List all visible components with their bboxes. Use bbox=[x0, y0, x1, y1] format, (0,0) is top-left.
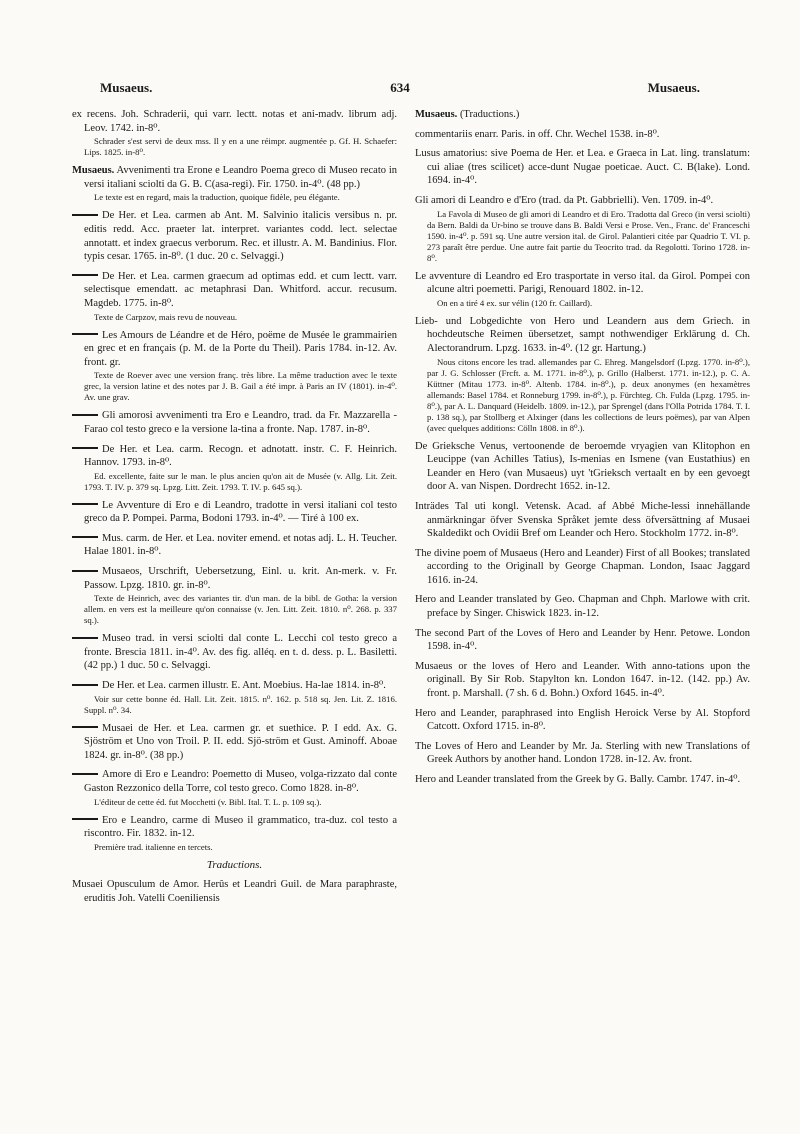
entry-body: De Her. et Lea. carm. Recogn. et adnotatt. instr. C. F. Heinrich. Hannov. 1793. in-8⁰. bbox=[84, 443, 397, 469]
ditto-dash bbox=[72, 274, 98, 276]
bibliography-entry bbox=[72, 409, 397, 436]
entry-note: Texte de Roever avec une version franç. très libre. La même traduction avec le texte grec, la version latine et des notes par J. B. Gail a été impr. à Paris an IV (1801). in-4⁰. Av. une grav. bbox=[84, 370, 397, 403]
running-header bbox=[100, 80, 700, 98]
header-left-title: Musaeus. bbox=[100, 80, 153, 95]
entry-note: La Favola di Museo de gli amori di Leandro et di Ero. Tradotta dal Greco (in versi sciolti) da Bern. Baldi da Ur-bino se trouve dans B. Baldi Versi e Prose. Ven., Franc. de' Franceschi 1590. in-4⁰. p. 591 sq. Une autre version ital. de Girol. Palantieri citée par Quadrio T. VI. p. 273 paraît être perdue. Une autre fait partie du Teocrito trad. da Regolotti. Torino 1728. in-8⁰. bbox=[427, 208, 750, 263]
bibliography-entry bbox=[415, 660, 750, 701]
entry-body: Amore di Ero e Leandro: Poemetto di Museo, volga-rizzato dal conte Gaston Rezzonico della Torre, col testo greco. Como 1828. in-8⁰. bbox=[84, 769, 397, 794]
ditto-dash bbox=[72, 773, 98, 775]
entry-text bbox=[415, 707, 750, 734]
entry-text bbox=[84, 768, 397, 795]
entry-body: Musaei de Her. et Lea. carmen gr. et suethice. P. I edd. Ax. G. Sjöström et Uno von Troil. P. II. edd. Sjö-ström et Gust. Aminoff. Aboae 1824. gr. in-8⁰. (38 pp.) bbox=[84, 722, 397, 761]
entry-note: Schrader s'est servi de deux mss. Il y en a une réimpr. augmentée p. Gf. H. Schaefer: Lips. 1825. in-8⁰. bbox=[84, 136, 397, 158]
entry-text bbox=[84, 632, 397, 673]
entry-text bbox=[84, 409, 397, 436]
entry-body: The Loves of Hero and Leander by Mr. Ja. Sterling with new Translations of Greek Authors by another hand. London 1728. in-12. Av. front. bbox=[415, 740, 750, 766]
entry-text bbox=[84, 679, 397, 693]
bibliography-entry bbox=[415, 270, 750, 309]
ditto-dash bbox=[72, 447, 98, 449]
section-heading: Traductions. bbox=[206, 858, 263, 871]
entry-body: ex recens. Joh. Schraderii, qui varr. lectt. notas et ani-madv. librum adj. Leov. 1742. in-8⁰. bbox=[72, 109, 397, 134]
ditto-dash bbox=[72, 214, 98, 216]
entry-body: Les Amours de Léandre et de Héro, poëme de Musée le grammairien en grec et en français (p. M. de la Porte du Theil). Paris 1784. in-12. Av. front. gr. bbox=[84, 329, 397, 368]
entry-note: Texte de Heinrich, avec des variantes tir. d'un man. de la bibl. de Gotha: la version allem. en vers est la meilleure qu'on connaisse (v. Jen. Litt. Zeit. 1810. n⁰. 268. p. 337 sq.). bbox=[84, 593, 397, 626]
entry-text bbox=[415, 440, 750, 494]
entry-note: Le texte est en regard, mais la traduction, quoique fidèle, peu élégante. bbox=[94, 192, 340, 203]
ditto-dash bbox=[72, 726, 98, 728]
bibliography-entry bbox=[415, 315, 750, 434]
entry-text bbox=[415, 593, 750, 620]
entry-note: Ed. excellente, faite sur le man. le plus ancien qu'on ait de Musée (v. Allg. Lit. Zeit. 1793. T. IV. p. 379 sq. Lpzg. Litt. Zeit. 1793. T. IV. p. 645 sq.). bbox=[84, 470, 397, 492]
entry-text bbox=[72, 164, 397, 191]
entry-text bbox=[415, 108, 750, 122]
header-right-title: Musaeus. bbox=[647, 80, 700, 95]
entry-text bbox=[84, 270, 397, 311]
entry-note: Voir sur cette bonne éd. Hall. Lit. Zeit. 1815. n⁰. 162. p. 518 sq. Jen. Lit. Z. 1816. Suppl. n⁰. 34. bbox=[84, 693, 397, 715]
bibliography-entry bbox=[415, 108, 750, 122]
entry-title: Musaeus. bbox=[72, 165, 115, 177]
entry-body: De Her. et Lea. carmen ab Ant. M. Salvinio italicis versibus n. pr. editis redd. Acc. praeter lat. interpret. variantes codd. lect. selectae annotatt. et index graecus verborum. Rec. et illustr. A. M. Bandinius. Flor. typis cesar. 1765. in-8⁰. (1 duc. 20 c. Selvaggi.) bbox=[84, 210, 397, 263]
bibliography-entry bbox=[415, 440, 750, 494]
ditto-dash bbox=[72, 503, 98, 505]
bibliography-entry bbox=[415, 500, 750, 541]
entry-body: Hero and Leander translated from the Greek by G. Bally. Cambr. 1747. in-4⁰. bbox=[415, 774, 741, 785]
bibliography-entry bbox=[72, 443, 397, 493]
entry-text bbox=[84, 499, 397, 526]
entry-note: Première trad. italienne en tercets. bbox=[94, 841, 213, 852]
bibliography-entry bbox=[72, 768, 397, 807]
bibliography-entry bbox=[415, 773, 750, 787]
entry-text bbox=[415, 547, 750, 588]
entry-body: De Grieksche Venus, vertoonende de beroemde vryagien van Klitophon en Leucippe (van Achilles Tatius), Is-menias en Ismene (van Eustathius) en Leander en Hero (van Musaeus) uyt 'tGrieksch vertaalt en by een gevoegt door A. van Nispen. Dordrecht 1652. in-12. bbox=[415, 440, 750, 493]
entry-text bbox=[84, 722, 397, 763]
ditto-dash bbox=[72, 570, 98, 572]
entry-text bbox=[415, 194, 750, 208]
ditto-dash bbox=[72, 333, 98, 335]
ditto-dash bbox=[72, 414, 98, 416]
entry-body: Lusus amatorius: sive Poema de Her. et Lea. e Graeca in Lat. ling. translatum: cui aliae (tres scilicet) acce-dunt Nugae poeticae. Auct. C. B(lake). Lond. 1694. in-4⁰. bbox=[415, 148, 750, 187]
closing-entry: Musaei Opusculum de Amor. Herûs et Leandri Guil. de Mara paraphraste, eruditis Joh. Vatelli Coeniliensis bbox=[72, 879, 397, 904]
entry-text bbox=[415, 500, 750, 541]
bibliography-entry bbox=[72, 814, 397, 853]
entry-text bbox=[415, 660, 750, 701]
entry-body: Ero e Leandro, carme di Museo il grammatico, tra-duz. col testo a riscontro. Fir. 1832. in-12. bbox=[84, 814, 397, 840]
entry-body: The divine poem of Musaeus (Hero and Leander) First of all Bookes; translated according to the Originall by George Chapman. London, Isaac Jaggard 1616. in-24. bbox=[415, 547, 750, 586]
entry-body: Gli amori di Leandro e d'Ero (trad. da Pt. Gabbrielli). Ven. 1709. in-4⁰. bbox=[415, 194, 714, 206]
bibliography-entry bbox=[415, 128, 750, 142]
entry-text bbox=[415, 315, 750, 356]
bibliography-entry bbox=[72, 565, 397, 626]
bibliography-entry bbox=[72, 329, 397, 404]
entry-text bbox=[415, 740, 750, 767]
entry-text bbox=[72, 108, 397, 135]
bibliography-entry bbox=[72, 499, 397, 526]
ditto-dash bbox=[72, 684, 98, 686]
entry-body: De Her. et Lea. carmen graecum ad optimas edd. et cum lectt. varr. selectisque emendatt. ac metaphrasi Dan. Whitford. accur. recusum. Magdeb. 1775. in-8⁰. bbox=[84, 270, 397, 309]
entry-text bbox=[84, 814, 397, 841]
entry-text bbox=[415, 627, 750, 654]
entry-body: commentariis enarr. Paris. in off. Chr. Wechel 1538. in-8⁰. bbox=[415, 128, 660, 140]
bibliography-entry bbox=[415, 147, 750, 188]
left-column bbox=[72, 108, 397, 912]
bibliography-entry bbox=[415, 707, 750, 734]
bibliography-entry bbox=[415, 740, 750, 767]
entry-body: Hero and Leander translated by Geo. Chapman and Chph. Marlowe with crit. preface by Singer. Chiswick 1823. in-12. bbox=[415, 594, 750, 620]
entry-body: Hero and Leander, paraphrased into English Heroick Verse by Al. Stopford Catcott. Oxford 1715. in-8⁰. bbox=[415, 707, 750, 733]
entry-body: Gli amorosi avvenimenti tra Ero e Leandro, trad. da Fr. Mazzarella - Farao col testo greco e la versione la-tina a fronte. Nap. 1787. in-8⁰. bbox=[84, 410, 397, 435]
entry-body: Avvenimenti tra Erone e Leandro Poema greco di Museo recato in versi italiani sciolti da G. B. C(asa-regi). Fir. 1750. in-4⁰. (48 pp.) bbox=[84, 165, 397, 190]
bibliography-entry bbox=[72, 270, 397, 323]
entry-text bbox=[84, 532, 397, 559]
ditto-dash bbox=[72, 818, 98, 820]
entry-body: Musaeus or the loves of Hero and Leander. With anno-tations upon the originall. By Sir Rob. Stapylton kn. London 1647. in-12. (142. pp.) Av. front. p. Marshall. (7 sh. 6 d. Bohn.) Oxford 1645. in-4⁰. bbox=[415, 660, 750, 700]
right-column bbox=[415, 108, 750, 793]
entry-body: De Her. et Lea. carmen illustr. E. Ant. Moebius. Ha-lae 1814. in-8⁰. bbox=[102, 680, 386, 692]
entry-text bbox=[415, 147, 750, 188]
entry-text bbox=[415, 270, 750, 297]
bibliography-entry bbox=[72, 632, 397, 673]
bibliography-entry bbox=[72, 108, 397, 158]
bibliography-entry bbox=[415, 593, 750, 620]
bibliography-entry bbox=[72, 209, 397, 263]
entry-body: Le avventure di Leandro ed Ero trasportate in verso ital. da Girol. Pompei con alcune altri poemetti. Parigi, Renouard 1802. in-12. bbox=[415, 270, 750, 296]
bibliography-entry bbox=[415, 627, 750, 654]
ditto-dash bbox=[72, 637, 98, 639]
entry-text bbox=[84, 209, 397, 263]
entry-text bbox=[415, 128, 750, 142]
entry-body: (Traductions.) bbox=[457, 109, 520, 120]
entry-body: Museo trad. in versi sciolti dal conte L. Lecchi col testo greco a fronte. Brescia 1811. in-4⁰. Av. des fig. alléq. en t. d. dess. p. L. Basiletti. (42 pp.) 1 duc. 50 c. Selvaggi. bbox=[84, 633, 397, 672]
page-number: 634 bbox=[390, 80, 410, 95]
entry-text bbox=[415, 773, 750, 787]
entry-body: Lieb- und Lobgedichte von Hero und Leandern aus dem Griech. in hochdeutsche Reimen übersetzet, sampt nothwendiger Erklärung d. Ch. Alectorandrum. Lpzg. 1633. in-4⁰. (12 gr. Hartung.) bbox=[415, 315, 750, 354]
entry-text bbox=[84, 329, 397, 370]
entry-note: L'éditeur de cette éd. fut Mocchetti (v. Bibl. Ital. T. L. p. 109 sq.). bbox=[94, 796, 322, 807]
bibliography-entry bbox=[415, 547, 750, 588]
ditto-dash bbox=[72, 536, 98, 538]
entry-title: Musaeus. bbox=[415, 109, 458, 120]
bibliography-entry bbox=[72, 164, 397, 203]
bibliography-entry bbox=[72, 722, 397, 763]
entry-note: On en a tiré 4 ex. sur vélin (120 fr. Caillard). bbox=[437, 297, 593, 308]
entry-note: Texte de Carpzov, mais revu de nouveau. bbox=[94, 311, 238, 322]
bibliography-entry bbox=[72, 679, 397, 716]
entry-body: Mus. carm. de Her. et Lea. noviter emend. et notas adj. L. H. Teucher. Halae 1801. in-8⁰. bbox=[84, 532, 397, 558]
entry-body: The second Part of the Loves of Hero and Leander by Henr. Petowe. London 1598. in-4⁰. bbox=[415, 627, 750, 653]
entry-body: Le Avventure di Ero e di Leandro, tradotte in versi italiani col testo greco da P. Pompei. Parma, Bodoni 1793. in-4⁰. — Tiré à 100 ex. bbox=[84, 499, 397, 525]
entry-text bbox=[84, 565, 397, 592]
entry-body: Musaeos, Urschrift, Uebersetzung, Einl. u. krit. An-merk. v. Fr. Passow. Lpzg. 1810. gr. in-8⁰. bbox=[84, 566, 397, 591]
entry-note: Nous citons encore les trad. allemandes par C. Ehreg. Mangelsdorf (Lpzg. 1770. in-8⁰.), par J. G. Schlosser (Frcft. a. M. 1771. in-8⁰.), p. Grillo (Halberst. 1771. in-12.), p. C. A. Küttner (Mitau 1773. in-8⁰. Altenb. 1784. in-8⁰.), p. deux anonymes (en hexamètres allemands: Basel 1784. et Ronneburg 1799. in-8⁰.), p. Fürchteg. Ch. Fulda (Lpzg. 1795. in-8⁰.), par A. L. Danquard (Heidelb. 1809. in-12.), par Sprengel (dans l'Olla Potrida 1784. T. I. p. 138 sq.), par Stollberg et Alxinger (dans les collections de leurs poëmes), par van Alpen (avec quelques additions: Cölln 1808. in 8⁰.). bbox=[427, 356, 750, 433]
bibliography-entry bbox=[72, 532, 397, 559]
entry-text bbox=[84, 443, 397, 470]
entry-body: Inträdes Tal uti kongl. Vetensk. Acad. af Abbé Miche-lessi innehällande anmärkningar öfver Svenska Språket jemte dess öfversättning af Musaei Skaldedikt och Ovidii Bref om Leander och Hero. Stockholm 1772. in-8⁰. bbox=[415, 500, 750, 540]
bibliography-entry bbox=[415, 194, 750, 264]
